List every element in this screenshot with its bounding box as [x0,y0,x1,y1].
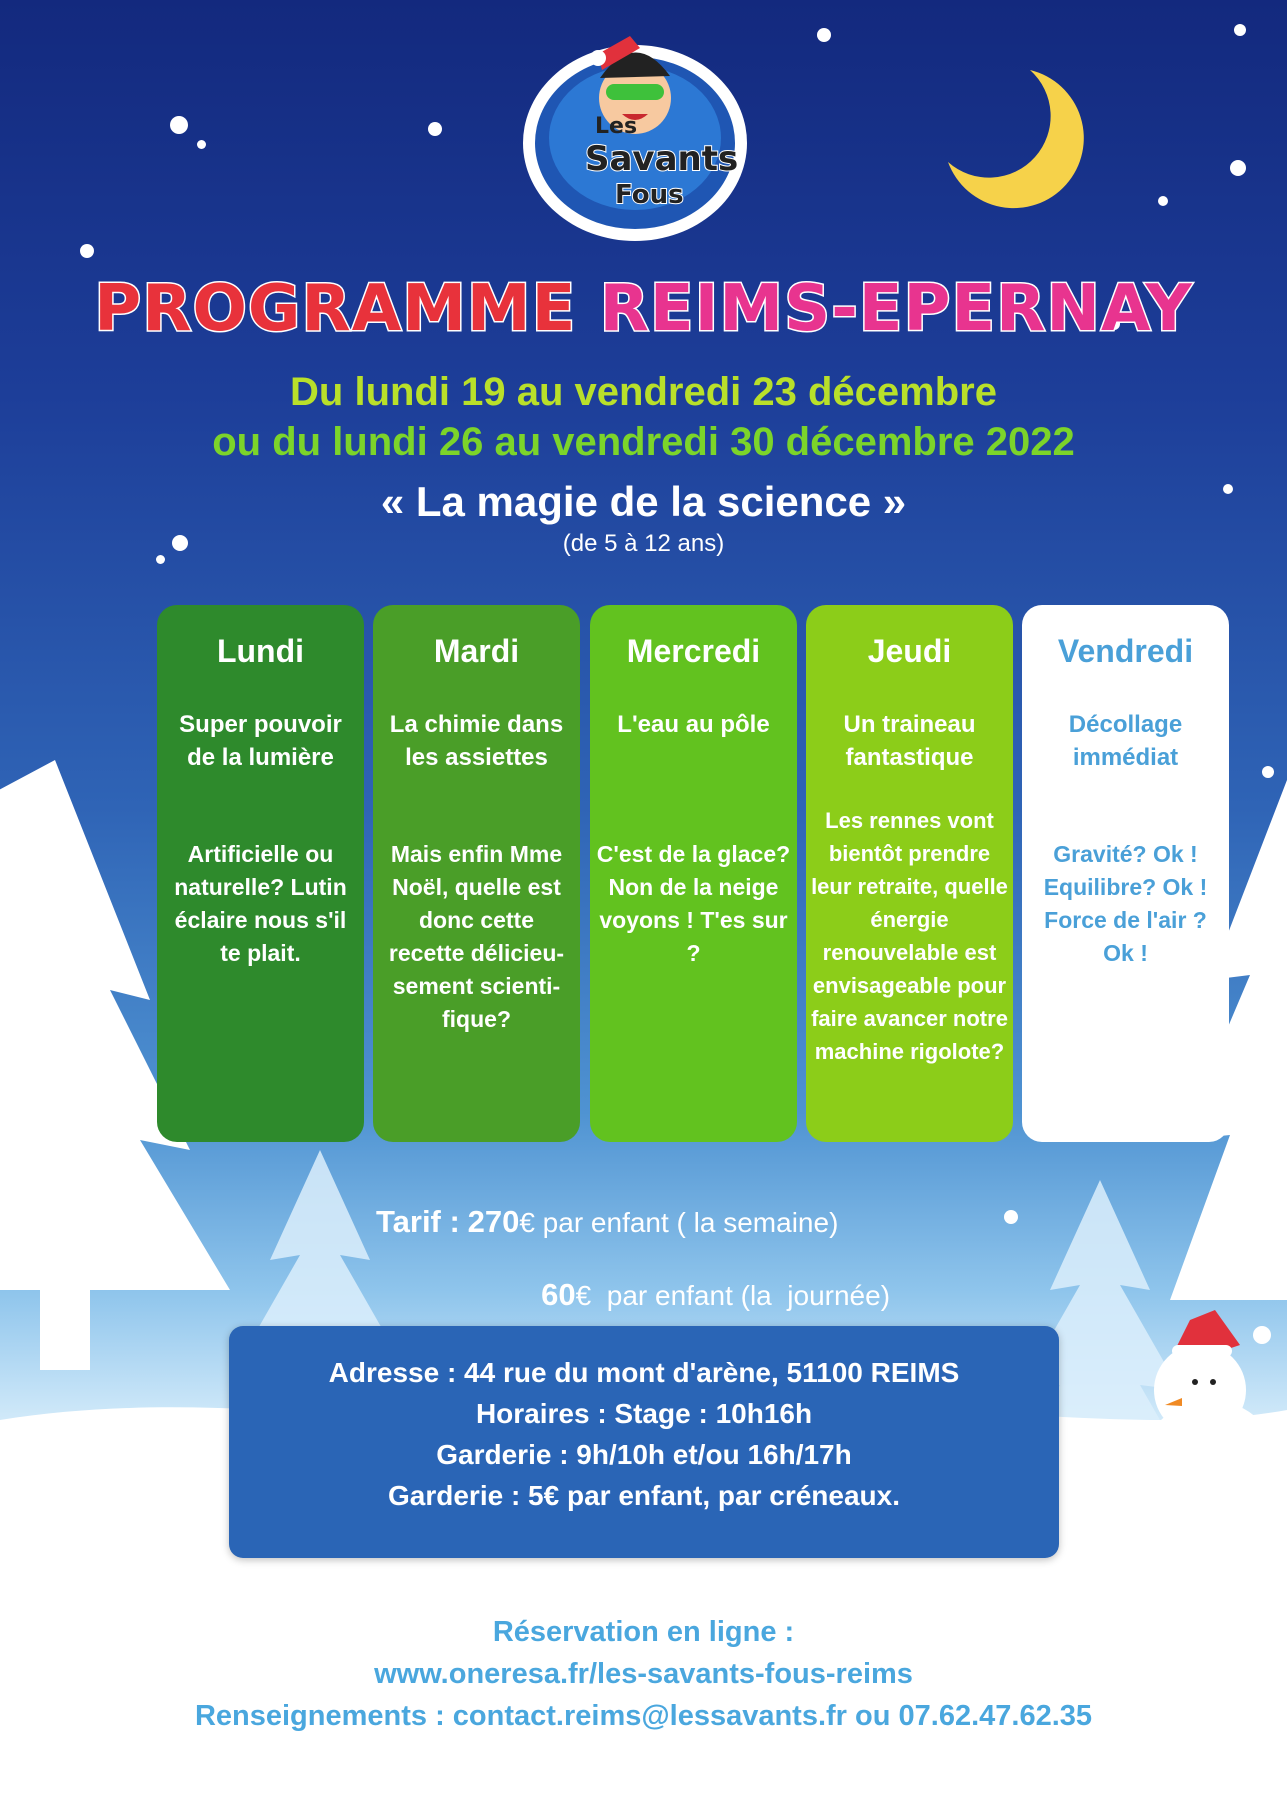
info-box [229,1326,1059,1558]
day-name: Mercredi [626,633,761,669]
reservation-url[interactable]: www.oneresa.fr/les-savants-fous-reims [374,1658,913,1690]
daycare-price: Garderie : 5€ par enfant, par créneaux. [388,1480,900,1511]
day-activity-title: Super pouvoir de la lumière [179,711,342,771]
contact-info[interactable]: Renseignements : contact.reims@lessavants.fr ou 07.62.47.62.35 [194,1700,1093,1732]
price-day-amount: 60 [541,1277,576,1312]
title-city: REIMS-EPERNAY [599,272,1193,346]
day-name: Vendredi [1057,633,1194,669]
day-activity-description: Gravité? Ok ! Equilibre? Ok ! Force de l'air ? Ok ! [1043,841,1208,966]
snowman-icon [1140,1310,1280,1540]
day-activity-title: L'eau au pôle [617,711,770,738]
price-day-text: par enfant (la journée) [591,1280,891,1311]
day-activity-title: Décollage immédiat [1068,711,1183,771]
day-activity-title: Un traineau fantastique [843,711,976,771]
day-card-vendredi [1022,605,1229,1142]
price-week [376,1204,838,1240]
page-title [0,272,1287,346]
reservation-label: Réservation en ligne : [492,1616,795,1648]
age-range: (de 5 à 12 ans) [562,530,725,557]
day-activity-title: La chimie dans les assiettes [389,711,564,771]
dates-line-2: ou du lundi 26 au vendredi 30 décembre 2022 [212,420,1075,464]
logo-text-les: Les [595,114,638,139]
day-name: Lundi [216,633,305,669]
dates-line-1: Du lundi 19 au vendredi 23 décembre [290,370,997,414]
day-name: Mardi [433,633,520,669]
theme-title: « La magie de la science » [380,478,907,525]
title-programme: PROGRAMME [94,272,577,346]
logo-text-fous: Fous [615,180,684,210]
day-activity-description: Les rennes vont bientôt prendre leur retraite, quelle énergie renouvelable est envisageable pour faire avancer notre machine rigolote? [811,808,1008,1064]
day-card-jeudi [806,605,1013,1142]
price-label: Tarif : [376,1204,460,1239]
day-activity-description: C'est de la glace? Non de la neige voyons ! T'es sur ? [596,841,791,966]
day-activity-description: Artificielle ou naturelle? Lutin éclaire nous s'il te plait. [174,841,347,966]
logo-text-savants: Savants [585,139,739,179]
day-card-mercredi [590,605,797,1142]
price-week-text: par enfant ( la semaine) [534,1207,839,1238]
day-card-lundi [157,605,364,1142]
price-day-currency: € [575,1280,592,1311]
daycare-hours: Garderie : 9h/10h et/ou 16h/17h [436,1439,852,1470]
price-week-currency: € [519,1207,535,1238]
savants-fous-logo [490,18,780,248]
day-name: Jeudi [867,633,952,669]
address: Adresse : 44 rue du mont d'arène, 51100 REIMS [328,1357,960,1388]
price-week-amount: 270 [467,1204,520,1239]
hours: Horaires : Stage : 10h16h [475,1398,813,1429]
day-activity-description: Mais enfin Mme Noël, quelle est donc cette recette délicieu-sement scienti-fique? [388,841,565,1032]
day-card-mardi [373,605,580,1142]
